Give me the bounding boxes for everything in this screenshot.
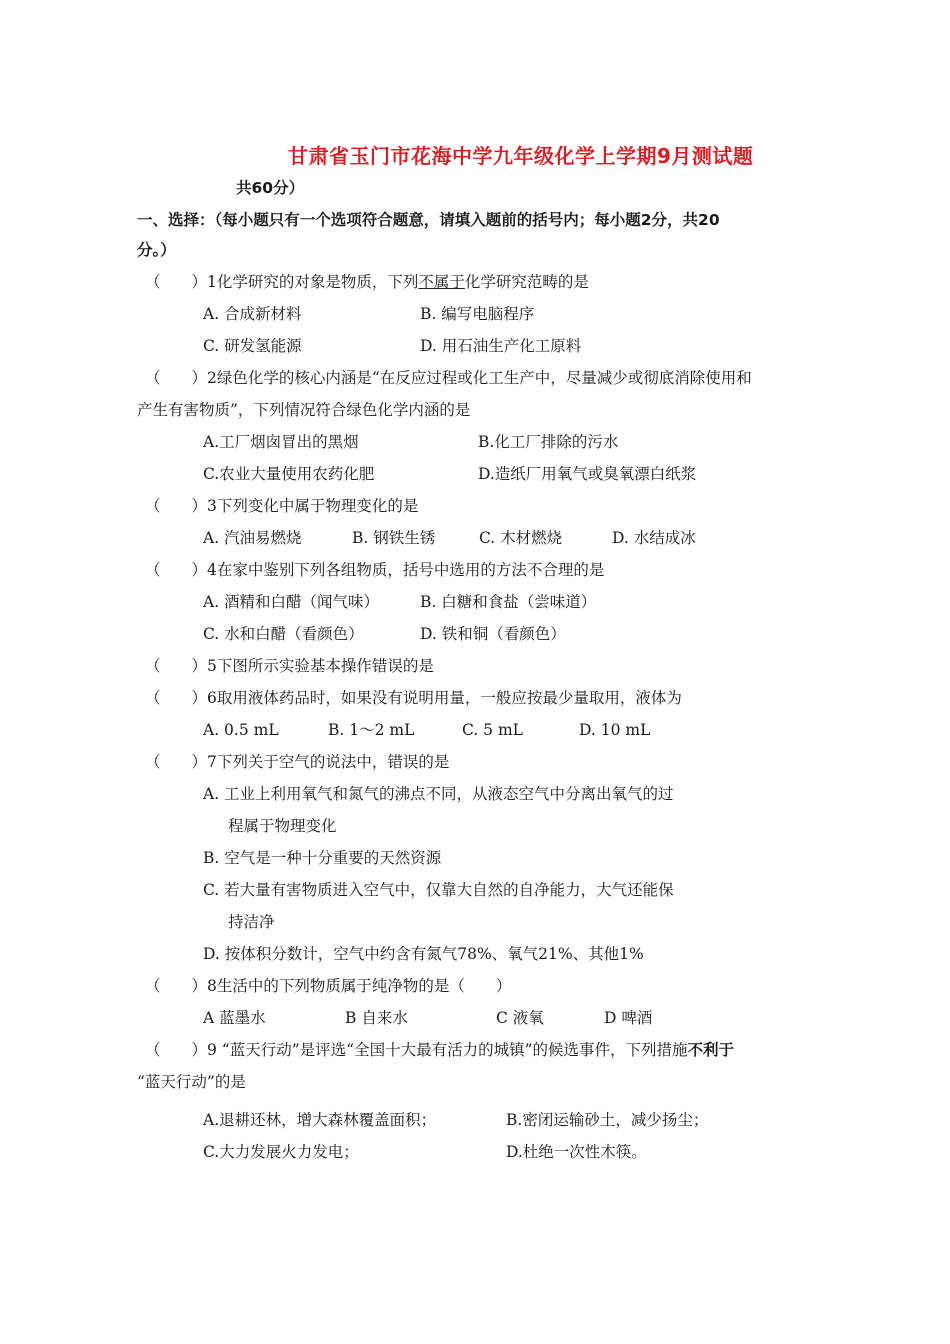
question-1: （ ）1化学研究的对象是物质，下列不属于化学研究范畴的是 [145, 273, 589, 291]
option-b: B. 编写电脑程序 [420, 305, 535, 323]
question-8: （ ）8生活中的下列物质属于纯净物的是（ ） [145, 977, 512, 995]
option-a: A. 酒精和白醋（闻气味） [203, 593, 380, 611]
section-heading: 一、选择：（每小题只有一个选项符合题意，请填入题前的括号内；每小题2分，共20 [137, 211, 720, 229]
option-d: D. 用石油生产化工原料 [420, 337, 582, 355]
question-2: （ ）2绿色化学的核心内涵是“在反应过程或化工生产中，尽量减少或彻底消除使用和 [145, 369, 752, 387]
option-c: C 液氧 [496, 1009, 544, 1027]
answer-bracket[interactable]: （ ） [145, 657, 208, 675]
question-4: （ ）4在家中鉴别下列各组物质，括号中选用的方法不合理的是 [145, 561, 605, 579]
question-7: （ ）7下列关于空气的说法中，错误的是 [145, 753, 450, 771]
option-c: C.农业大量使用农药化肥 [203, 465, 375, 483]
option-a: A 蓝墨水 [203, 1009, 266, 1027]
question-9-cont: “蓝天行动”的是 [137, 1073, 246, 1091]
answer-bracket[interactable]: （ ） [145, 1041, 208, 1059]
option-c: C. 5 mL [462, 721, 523, 739]
option-a: A.退耕还林，增大森林覆盖面积； [203, 1111, 437, 1129]
option-b: B.密闭运输砂土，减少扬尘； [506, 1111, 709, 1129]
option-b: B. 钢铁生锈 [352, 529, 436, 547]
option-d: D 啤酒 [604, 1009, 653, 1027]
option-d: D. 水结成冰 [612, 529, 696, 547]
option-a: A. 合成新材料 [203, 305, 302, 323]
answer-bracket[interactable]: （ ） [145, 369, 208, 387]
option-b: B. 1～2 mL [328, 721, 415, 739]
option-a: A. 0.5 mL [203, 721, 279, 739]
option-a: A. 汽油易燃烧 [203, 529, 302, 547]
emphasis: 不属于 [418, 273, 465, 291]
question-6: （ ）6取用液体药品时，如果没有说明用量，一般应按最少量取用，液体为 [145, 689, 682, 707]
emphasis: 不利于 [687, 1041, 735, 1059]
answer-bracket[interactable]: （ ） [145, 689, 208, 707]
answer-bracket[interactable]: （ ） [145, 273, 208, 291]
option-d: D.造纸厂用氧气或臭氧漂白纸浆 [478, 465, 697, 483]
answer-bracket[interactable]: （ ） [145, 561, 208, 579]
option-d: D. 10 mL [579, 721, 651, 739]
option-b: B 自来水 [345, 1009, 408, 1027]
question-5: （ ）5下图所示实验基本操作错误的是 [145, 657, 434, 675]
option-b: B.化工厂排除的污水 [478, 433, 619, 451]
option-a: A. 工业上利用氧气和氮气的沸点不同，从液态空气中分离出氧气的过 [203, 785, 674, 803]
option-c: C. 若大量有害物质进入空气中，仅靠大自然的自净能力，大气还能保 [203, 881, 674, 899]
question-2-cont: 产生有害物质”，下列情况符合绿色化学内涵的是 [137, 401, 471, 419]
score-note: 共60分） [236, 179, 305, 197]
answer-bracket[interactable]: （ ） [145, 977, 208, 995]
section-heading-cont: 分。） [137, 241, 176, 259]
answer-bracket[interactable]: （ ） [145, 497, 208, 515]
option-d: D. 按体积分数计，空气中约含有氮气78%、氧气21%、其他1% [203, 945, 644, 963]
option-c-cont: 持洁净 [228, 913, 275, 931]
option-b: B. 白糖和食盐（尝味道） [420, 593, 597, 611]
option-d: D.杜绝一次性木筷。 [506, 1143, 647, 1161]
option-c: C. 研发氢能源 [203, 337, 302, 355]
option-a: A.工厂烟囱冒出的黑烟 [203, 433, 359, 451]
answer-bracket[interactable]: （ ） [145, 753, 208, 771]
option-d: D. 铁和铜（看颜色） [420, 625, 566, 643]
question-9: （ ）9 “蓝天行动”是评选“全国十大最有活力的城镇”的候选事件，下列措施不利于 [145, 1041, 735, 1059]
option-a-cont: 程属于物理变化 [228, 817, 337, 835]
option-c: C. 水和白醋（看颜色） [203, 625, 364, 643]
option-c: C.大力发展火力发电； [203, 1143, 359, 1161]
option-c: C. 木材燃烧 [479, 529, 563, 547]
question-3: （ ）3下列变化中属于物理变化的是 [145, 497, 419, 515]
option-b: B. 空气是一种十分重要的天然资源 [203, 849, 442, 867]
page-title: 甘肃省玉门市花海中学九年级化学上学期9月测试题 [288, 144, 754, 168]
